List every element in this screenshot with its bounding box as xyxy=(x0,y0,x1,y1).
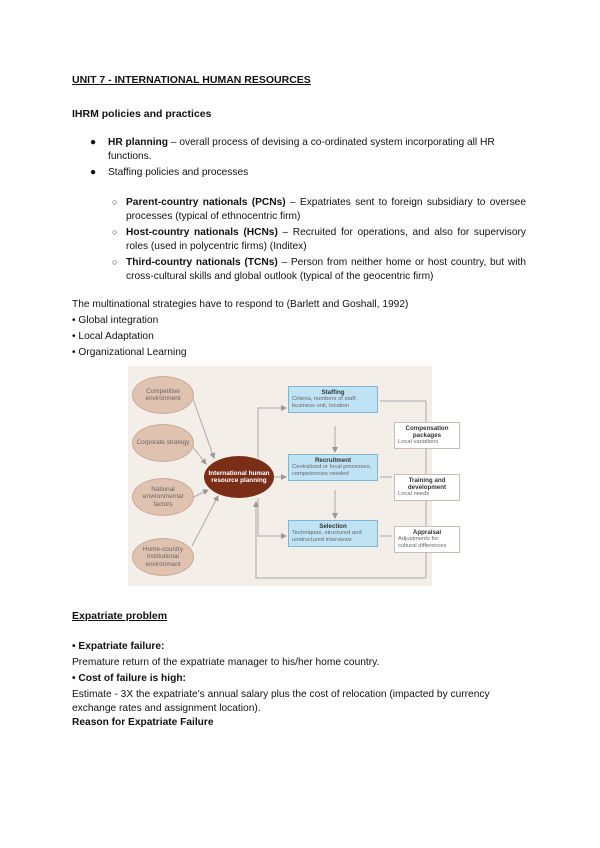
process-text: Criteria, numbers of staff, business unit, location xyxy=(292,396,357,409)
input-national-factors: National environmental factors xyxy=(132,478,194,516)
outcome-appraisal xyxy=(394,526,460,553)
strategy-item: • Local Adaptation xyxy=(72,331,154,342)
sub-bullet-bold: Parent-country nationals (PCNs) xyxy=(126,197,286,208)
process-recruitment xyxy=(288,454,378,481)
strategy-item: • Global integration xyxy=(72,315,159,326)
ihrm-planning-diagram xyxy=(128,366,449,586)
process-title: Recruitment xyxy=(314,457,352,464)
bullet-hr-planning xyxy=(90,136,528,163)
outcome-title: Training and development xyxy=(407,477,447,491)
cost-label: • Cost of failure is high: xyxy=(72,673,186,684)
strategies-intro: The multinational strategies have to respond to (Barlett and Goshall, 1992) xyxy=(72,299,409,310)
input-home-country-environment: Home-country institutional environment xyxy=(132,538,194,576)
reason-heading: Reason for Expatriate Failure xyxy=(72,717,214,728)
sub-bullet-bold: Host-country nationals (HCNs) xyxy=(126,227,278,238)
outcome-compensation xyxy=(394,422,460,449)
input-corporate-strategy: Corporate strategy xyxy=(132,424,194,462)
outcome-training xyxy=(394,474,460,501)
failure-label: • Expatriate failure: xyxy=(72,641,165,652)
process-text: Centralized or local processes, competencies needed xyxy=(292,464,372,477)
sub-bullet-hcn xyxy=(112,226,526,253)
sub-bullet-pcn xyxy=(112,196,526,223)
cost-text: Estimate - 3X the expatriate's annual salary plus the cost of relocation (impacted by currency exchange rates and assignment location). xyxy=(72,689,490,714)
outcome-title: Appraisal xyxy=(412,529,442,536)
outcome-text: Local needs xyxy=(398,491,430,497)
sub-bullet-text: – Expatriates sent to foreign subsidiary to oversee processes (typical of ethnocentric firm) xyxy=(126,197,526,222)
process-selection xyxy=(288,520,378,547)
strategy-item: • Organizational Learning xyxy=(72,347,187,358)
outcome-title: Compensation packages xyxy=(405,425,449,439)
section-heading-ihrm: IHRM policies and practices xyxy=(72,108,212,120)
process-title: Selection xyxy=(319,523,347,530)
process-staffing xyxy=(288,386,378,413)
page-title: UNIT 7 - INTERNATIONAL HUMAN RESOURCES xyxy=(72,74,311,86)
circle-bullet-icon: ○ xyxy=(112,227,118,237)
bullet-dot-icon: ● xyxy=(90,167,97,178)
bullet-text: Staffing policies and processes xyxy=(108,167,249,178)
process-title: Staffing xyxy=(321,389,345,396)
outcome-text: Adjustments for cultural differences xyxy=(398,536,447,549)
bullet-dot-icon: ● xyxy=(90,137,97,148)
process-text: Techniques, structured and unstructured interviews xyxy=(292,530,362,543)
bullet-bold: HR planning xyxy=(108,137,168,148)
sub-bullet-text: – Recruited for operations, and also for supervisory roles (used in polycentric firms) (Inditex) xyxy=(126,227,526,252)
sub-bullet-tcn xyxy=(112,256,526,283)
bullet-text: – overall process of devising a co-ordinated system incorporating all HR functions. xyxy=(108,137,495,162)
input-competitive-environment: Competitive environment xyxy=(132,376,194,414)
outcome-text: Local variations xyxy=(398,439,439,445)
sub-bullet-text: – Person from neither home or host country, but with cross-cultural skills and global outlook (typical of the geocentric firm) xyxy=(126,257,526,282)
section-heading-expatriate: Expatriate problem xyxy=(72,610,168,622)
circle-bullet-icon: ○ xyxy=(112,197,118,207)
center-ihr-planning: International human resource planning xyxy=(204,456,274,498)
circle-bullet-icon: ○ xyxy=(112,257,118,267)
sub-bullet-bold: Third-country nationals (TCNs) xyxy=(126,257,278,268)
failure-text: Premature return of the expatriate manager to his/her home country. xyxy=(72,657,380,668)
bullet-staffing xyxy=(90,166,528,180)
